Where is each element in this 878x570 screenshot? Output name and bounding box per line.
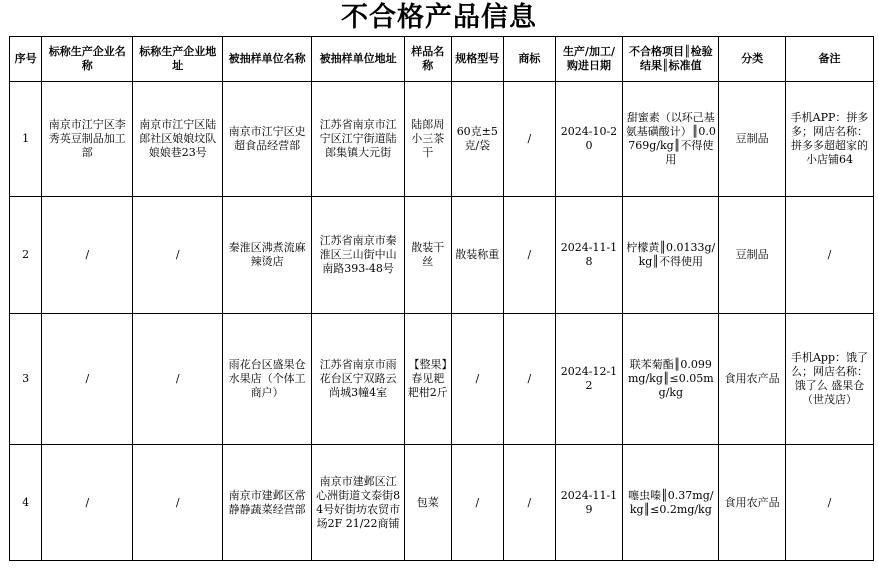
table-cell: 雨花台区盛果仓水果店（个体工商户）: [223, 314, 312, 445]
table-cell: 陆郎周小三茶干: [405, 82, 451, 197]
table-cell: 甜蜜素（以环己基氨基磺酸计）║0.0769g/kg║不得使用: [623, 82, 719, 197]
header-cell: 分类: [719, 37, 786, 82]
table-cell: 江苏省南京市江宁区江宁街道陆郎集镇大元街: [312, 82, 405, 197]
table-cell: /: [786, 445, 874, 561]
table-cell: /: [504, 82, 556, 197]
table-cell: 江苏省南京市秦淮区三山街中山南路393-48号: [312, 197, 405, 314]
table-cell: 手机App：饿了么；网店名称：饿了么 盛果仓（世茂店）: [786, 314, 874, 445]
table-cell: /: [451, 445, 504, 561]
table-cell: /: [133, 197, 223, 314]
header-row: [10, 37, 874, 82]
table-cell: 包菜: [405, 445, 451, 561]
table-cell: 60克±5克/袋: [451, 82, 504, 197]
table-cell: 联苯菊酯║0.099mg/kg║≤0.05mg/kg: [623, 314, 719, 445]
header-cell: 样品名称: [405, 37, 451, 82]
header-cell: 商标: [504, 37, 556, 82]
table-cell: 南京市江宁区李秀英豆制品加工部: [42, 82, 133, 197]
table-cell: /: [504, 197, 556, 314]
table-cell: 2: [10, 197, 42, 314]
table-cell: /: [504, 314, 556, 445]
table-cell: /: [451, 314, 504, 445]
table-cell: /: [42, 314, 133, 445]
table-cell: 食用农产品: [719, 445, 786, 561]
table-cell: 江苏省南京市雨花台区宁双路云尚城3幢4室: [312, 314, 405, 445]
table-cell: 南京市江宁区陆郎社区娘娘坟队娘娘巷23号: [133, 82, 223, 197]
table-cell: 柠檬黄║0.0133g/kg║不得使用: [623, 197, 719, 314]
table-cell: 噻虫嗪║0.37mg/kg║≤0.2mg/kg: [623, 445, 719, 561]
table-cell: /: [42, 445, 133, 561]
table-cell: /: [504, 445, 556, 561]
table-cell: 食用农产品: [719, 314, 786, 445]
table-cell: 南京市建邺区常静静蔬菜经营部: [223, 445, 312, 561]
table-row: [10, 314, 874, 445]
header-cell: 标称生产企业地址: [133, 37, 223, 82]
header-cell: 规格型号: [451, 37, 504, 82]
header-cell: 序号: [10, 37, 42, 82]
header-cell: 备注: [786, 37, 874, 82]
table-cell: 手机APP：拼多多；网店名称： 拼多多超超家的小店铺64: [786, 82, 874, 197]
table-cell: 3: [10, 314, 42, 445]
table-cell: 4: [10, 445, 42, 561]
table-cell: 南京市建邺区江心洲街道文泰街84号好街坊农贸市场2F 21/22商铺: [312, 445, 405, 561]
table-cell: 2024-11-18: [555, 197, 623, 314]
header-cell: 标称生产企业名称: [42, 37, 133, 82]
header-cell: 不合格项目║检验结果║标准值: [623, 37, 719, 82]
page-title: 不合格产品信息: [341, 2, 537, 33]
table-cell: 2024-12-12: [555, 314, 623, 445]
header-cell: 被抽样单位名称: [223, 37, 312, 82]
table-cell: /: [133, 445, 223, 561]
table-cell: 秦淮区沸煮流麻辣烫店: [223, 197, 312, 314]
table-cell: 豆制品: [719, 197, 786, 314]
table-row: [10, 197, 874, 314]
table-cell: 1: [10, 82, 42, 197]
table-cell: 【整果】春见耙耙柑2斤: [405, 314, 451, 445]
table-cell: /: [133, 314, 223, 445]
table-row: [10, 445, 874, 561]
table-row: [10, 82, 874, 197]
table-cell: /: [786, 197, 874, 314]
table-cell: 散装干丝: [405, 197, 451, 314]
table-cell: 2024-10-20: [555, 82, 623, 197]
table-cell: /: [42, 197, 133, 314]
unqualified-products-table: [9, 36, 874, 561]
header-cell: 被抽样单位地址: [312, 37, 405, 82]
table-cell: 豆制品: [719, 82, 786, 197]
header-cell: 生产/加工/购进日期: [555, 37, 623, 82]
table-cell: 南京市江宁区史超食品经营部: [223, 82, 312, 197]
table-cell: 散装称重: [451, 197, 504, 314]
table-cell: 2024-11-19: [555, 445, 623, 561]
